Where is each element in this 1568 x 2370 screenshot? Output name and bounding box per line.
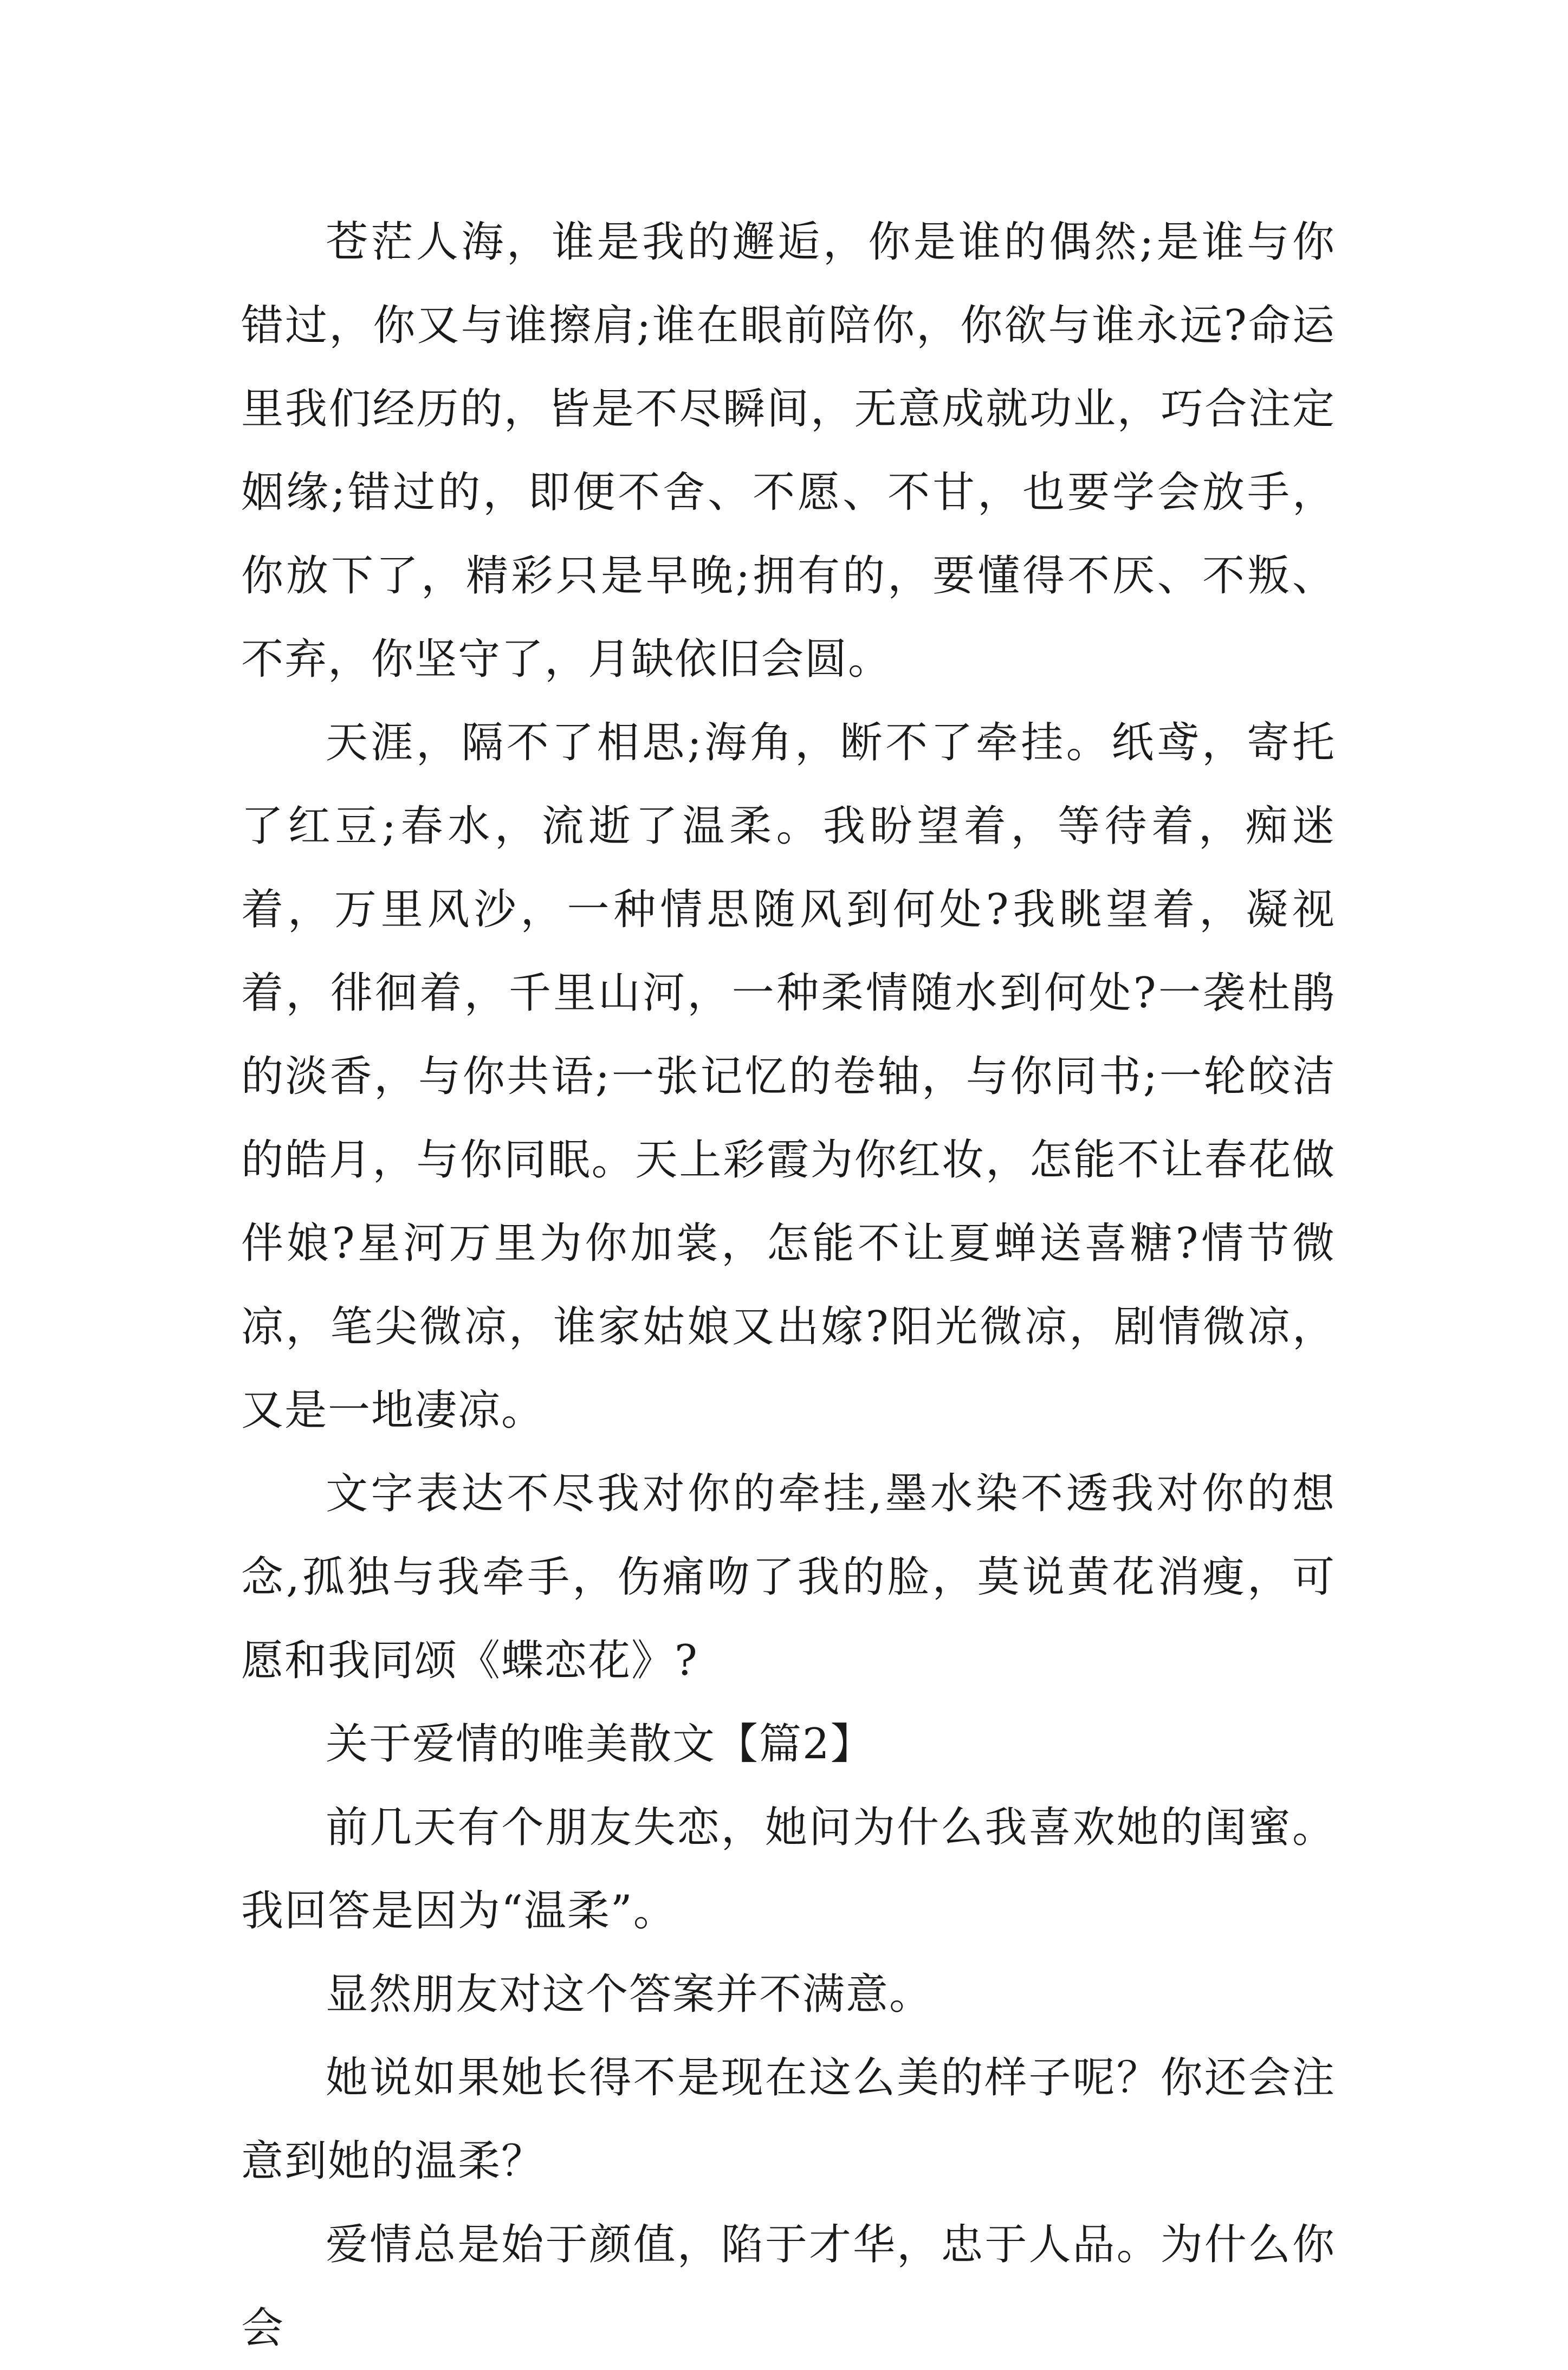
section-heading: 关于爱情的唯美散文【篇2】 [326,1720,874,1769]
paragraph-2: 天涯，隔不了相思;海角，断不了牵挂。纸鸢，寄托了红豆;春水，流逝了温柔。我盼望着，等待着，痴迷着，万里风沙，一种情思随风到何处?我眺望着，凝视着，徘徊着，千里山河，一种柔情随水到何处?一袭杜鹃的淡香，与你共语;一张记忆的卷轴，与你同书;一轮皎洁的皓月，与你同眠。天上彩霞为你红妆，怎能不让春花做伴娘?星河万里为你加裳，怎能不让夏蝉送喜糖?情节微凉，笔尖微凉，谁家姑娘又出嫁?阳光微凉，剧情微凉，又是一地凄凉。 [241,718,1336,1435]
paragraph-5: 显然朋友对这个答案并不满意。 [326,1970,933,2019]
paragraph-3: 文字表达不尽我对你的牵挂,墨水染不透我对你的想念,孤独与我牵手，伤痛吻了我的脸，莫说黄花消瘦，可愿和我同颂《蝶恋花》? [241,1469,1336,1685]
paragraph-1: 苍茫人海，谁是我的邂逅，你是谁的偶然;是谁与你错过，你又与谁擦肩;谁在眼前陪你，你欲与谁永远?命运里我们经历的，皆是不尽瞬间，无意成就功业，巧合注定姻缘;错过的，即便不舍、不愿、不甘，也要学会放手，你放下了，精彩只是早晚;拥有的，要懂得不厌、不叛、不弃，你坚守了，月缺依旧会圆。 [241,218,1336,684]
paragraph-6: 她说如果她长得不是现在这么美的样子呢？你还会注意到她的温柔？ [241,2054,1336,2186]
document-body [241,200,1336,2370]
paragraph-4: 前几天有个朋友失恋，她问为什么我喜欢她的闺蜜。我回答是因为“温柔”。 [241,1803,1336,1935]
paragraph-7: 爱情总是始于颜值，陷于才华，忠于人品。为什么你会 [241,2220,1336,2353]
